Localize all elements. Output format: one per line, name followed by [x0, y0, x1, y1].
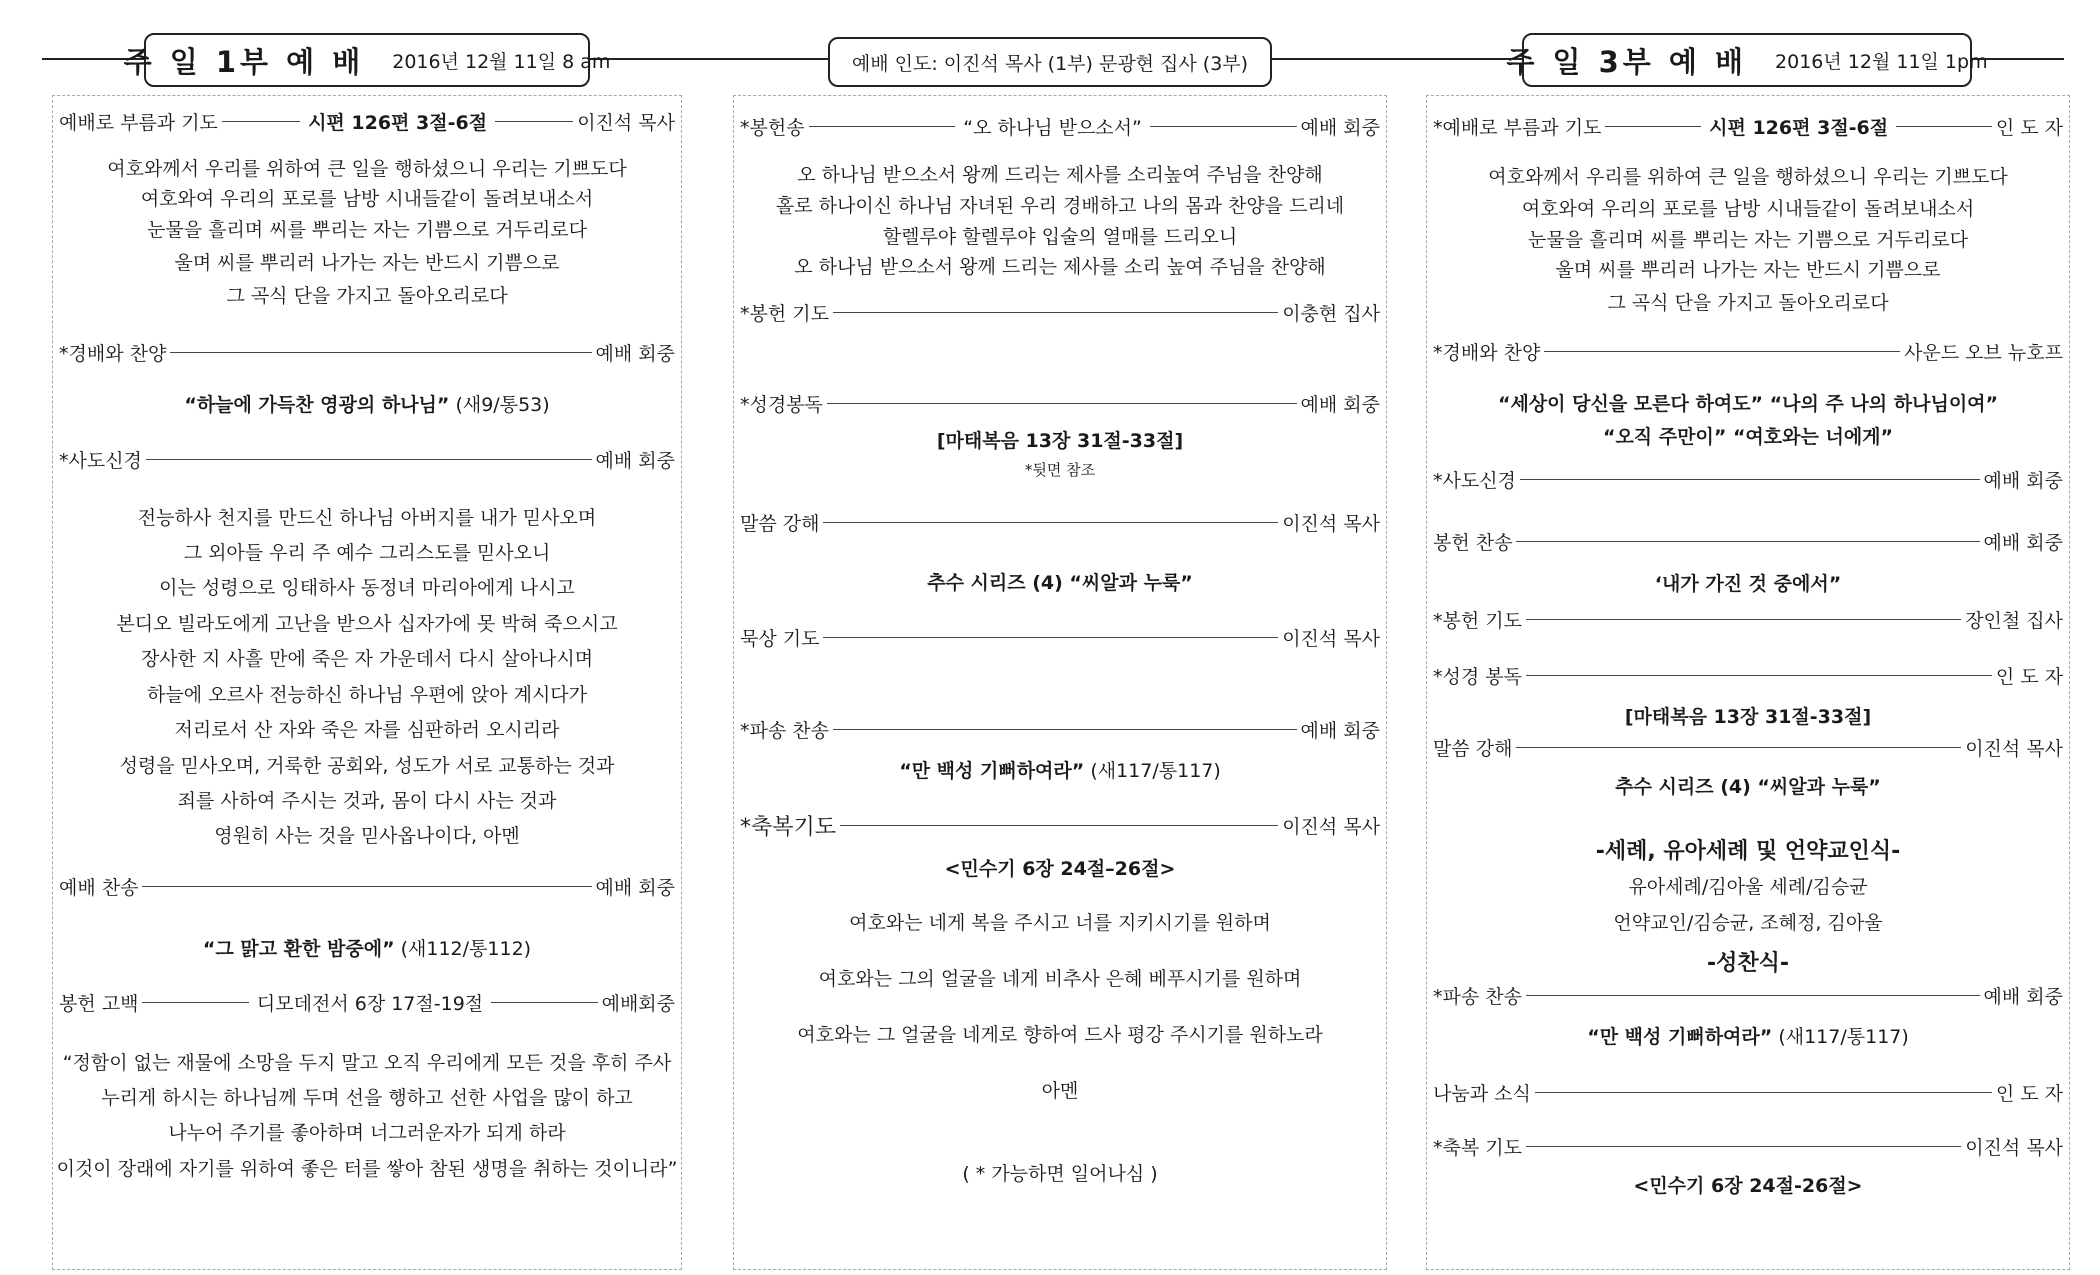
leader-line	[1516, 747, 1961, 748]
scripture-reading-leader: 인 도 자	[1995, 666, 2063, 688]
leader-line	[170, 352, 591, 353]
scripture-reference: [마태복음 13장 31절-33절]	[1624, 706, 1872, 728]
service-3-column	[1426, 95, 2070, 1270]
leader-line	[833, 729, 1297, 730]
offering-lyric-line: 홀로 하나이신 하나님 자녀된 우리 경배하고 나의 몸과 찬양을 드리네	[775, 195, 1345, 217]
sermon-row	[1433, 734, 2063, 761]
leader-line	[1516, 541, 1979, 542]
hymn-song-number: (새112/통112)	[400, 938, 532, 960]
leader-line	[146, 459, 592, 460]
hymn-leader: 예배 회중	[595, 877, 675, 899]
benediction-leader: 이진석 목사	[1965, 1137, 2063, 1159]
praise-row	[59, 339, 675, 366]
scripture-reading-leader: 예배 회중	[1300, 394, 1380, 416]
call-to-worship-leader: 인 도 자	[1995, 117, 2064, 139]
offering-lyric-line: 오 하나님 받으소서 왕께 드리는 제사를 소리높여 주님을 찬양해	[797, 164, 1323, 186]
closing-hymn-title: “만 백성 기뻐하여라”	[1587, 1026, 1773, 1048]
hymn-song	[53, 934, 681, 961]
offering-prayer-leader: 장인철 집사	[1965, 610, 2063, 632]
scripture-reading-label: *성경 봉독	[1433, 666, 1522, 688]
benediction-reference: <민수기 6장 24절-26절>	[1633, 1175, 1863, 1197]
creed-leader: 예배 회중	[595, 450, 675, 472]
leader-line	[809, 126, 956, 127]
psalm-line: 울며 씨를 뿌리러 나가는 자는 반드시 기쁨으로	[1555, 259, 1941, 281]
praise-song-number: (새9/통53)	[455, 394, 550, 416]
offering-song-leader: 예배 회중	[1300, 117, 1381, 139]
scripture-reading-label: *성경봉독	[740, 394, 823, 416]
leader-line	[1526, 675, 1992, 676]
benediction-line: 여호와는 그의 얼굴을 네게 비추사 은혜 베푸시기를 원하며	[818, 968, 1302, 990]
offering-prayer-row	[740, 299, 1380, 326]
offering-lyric-line: 할렐루야 할렐루야 입술의 열매를 드리오니	[882, 226, 1238, 248]
sermon-label: 말씀 강해	[740, 513, 820, 535]
baptism-title: -세례, 유아세례 및 언약교인식-	[1595, 839, 1901, 864]
communion-title: -성찬식-	[1706, 951, 1790, 976]
offering-song-label: 봉헌 찬송	[1433, 532, 1513, 554]
sermon-preacher: 이진석 목사	[1965, 738, 2063, 760]
hymn-label: 예배 찬송	[59, 877, 139, 899]
leader-line	[1526, 995, 1980, 996]
praise-leader: 예배 회중	[595, 343, 675, 365]
benediction-label: *축복 기도	[1433, 1137, 1522, 1159]
scripture-reading-row	[1433, 662, 2063, 689]
praise-label: *경배와 찬양	[1433, 342, 1541, 364]
call-to-worship-label: *예배로 부름과 기도	[1433, 117, 1602, 139]
creed-line: 하늘에 오르사 전능하신 하나님 우편에 앉아 계시다가	[146, 684, 588, 706]
closing-hymn-number: (새117/통117)	[1778, 1026, 1909, 1048]
offering-text-line: 누리게 하시는 하나님께 두며 선을 행하고 선한 사업을 많이 하고	[101, 1087, 633, 1109]
scripture-note: *뒷면 참조	[1024, 461, 1096, 479]
offering-song-title: “오 하나님 받으소서”	[963, 117, 1142, 139]
benediction-line: 여호와는 네게 복을 주시고 너를 지키시기를 원하며	[849, 912, 1271, 934]
service-3-title: 주 일 3부 예 배	[1506, 44, 1748, 79]
praise-songs: “오직 주만이” “여호와는 너에게”	[1602, 426, 1894, 448]
hymn-song-title: “그 맑고 환한 밤중에”	[202, 938, 395, 960]
offering-song-label: *봉헌송	[740, 117, 805, 139]
praise-leader: 사운드 오브 뉴호프	[1904, 342, 2063, 364]
leader-line	[1535, 1092, 1992, 1093]
benediction-label: *축복기도	[740, 815, 837, 840]
header-rule-mid-right	[1268, 58, 1524, 60]
benediction-line: 여호와는 그 얼굴을 네게로 향하여 드사 평강 주시기를 원하노라	[797, 1024, 1323, 1046]
offering-song-title: ‘내가 가진 것 중에서”	[1654, 573, 1842, 595]
benediction-row	[740, 810, 1380, 841]
praise-song-title: “하늘에 가득찬 영광의 하나님”	[184, 394, 450, 416]
stand-note: ( * 가능하면 일어나심 )	[962, 1163, 1158, 1185]
leader-line	[1526, 1146, 1961, 1147]
leader-line	[1544, 351, 1900, 352]
offering-text-line: 이것이 장래에 자기를 위하여 좋은 터를 쌓아 참된 생명을 취하는 것이니라”	[56, 1158, 678, 1180]
creed-line: 저리로서 산 자와 죽은 자를 심판하러 오시리라	[174, 719, 560, 741]
offering-confession-row	[59, 989, 675, 1016]
service-1-column	[52, 95, 682, 1270]
service-continued-column	[733, 95, 1387, 1270]
creed-line: 전능하사 천지를 만드신 하나님 아버지를 내가 믿사오며	[137, 507, 597, 529]
closing-hymn-label: *파송 찬송	[1433, 986, 1522, 1008]
leader-line	[222, 121, 300, 122]
sermon-preacher: 이진석 목사	[1282, 513, 1380, 535]
leader-line	[1896, 126, 1992, 127]
benediction-reference: <민수기 6장 24절–26절>	[944, 858, 1176, 880]
scripture-reading-row	[740, 390, 1380, 417]
closing-hymn-row	[740, 716, 1380, 743]
announcements-leader: 인 도 자	[1995, 1083, 2063, 1105]
closing-hymn-row	[1433, 982, 2063, 1009]
service-3-title-box	[1506, 33, 1988, 87]
sermon-title: 추수 시리즈 (4) “씨알과 누룩”	[1615, 776, 1881, 798]
sermon-title: 추수 시리즈 (4) “씨알과 누룩”	[927, 572, 1193, 594]
benediction-amen: 아멘	[1041, 1080, 1079, 1102]
leader-line	[1520, 479, 1980, 480]
closing-hymn-title: “만 백성 기뻐하여라”	[899, 760, 1085, 782]
hymn-row	[59, 873, 675, 900]
announcements-row	[1433, 1079, 2063, 1106]
psalm-line: 여호와여 우리의 포로를 남방 시내들같이 돌려보내소서	[140, 188, 594, 210]
leader-line	[1526, 619, 1961, 620]
creed-line: 장사한 지 사흘 만에 죽은 자 가운데서 다시 살아나시며	[140, 648, 594, 670]
service-1-title-box	[123, 33, 611, 87]
praise-label: *경배와 찬양	[59, 343, 167, 365]
worship-leader: 예배 인도: 이진석 목사 (1부) 문광현 집사 (3부)	[851, 52, 1249, 75]
offering-song-row	[1433, 528, 2063, 555]
sermon-row	[740, 509, 1380, 536]
offering-confession-scripture: 디모데전서 6장 17절-19절	[256, 993, 484, 1015]
closing-hymn-song	[734, 756, 1386, 783]
closing-hymn-number: (새117/통117)	[1090, 760, 1221, 782]
leader-line	[833, 312, 1278, 313]
call-to-worship-scripture: 시편 126편 3절-6절	[1709, 117, 1889, 139]
leader-line	[495, 121, 573, 122]
call-to-worship-leader: 이진석 목사	[577, 112, 676, 134]
creed-row	[59, 446, 675, 473]
baptism-names: 유아세례/김아울 세례/김승균	[1628, 876, 1868, 898]
creed-row	[1433, 466, 2063, 493]
closing-hymn-leader: 예배 회중	[1983, 986, 2063, 1008]
leader-line	[491, 1002, 597, 1003]
creed-label: *사도신경	[59, 450, 142, 472]
scripture-reference: [마태복음 13장 31절-33절]	[936, 430, 1184, 452]
psalm-line: 여호와께서 우리를 위하여 큰 일을 행하셨으니 우리는 기쁘도다	[107, 158, 627, 180]
benediction-row	[1433, 1133, 2063, 1160]
offering-prayer-label: *봉헌 기도	[1433, 610, 1522, 632]
psalm-line: 그 곡식 단을 가지고 돌아오리로다	[1607, 292, 1889, 314]
offering-text-line: 나누어 주기를 좋아하며 너그러운자가 되게 하라	[168, 1122, 566, 1144]
leader-line	[1150, 126, 1297, 127]
benediction-leader: 이진석 목사	[1282, 816, 1380, 838]
psalm-line: 여호와께서 우리를 위하여 큰 일을 행하셨으니 우리는 기쁘도다	[1488, 166, 2008, 188]
worship-leader-box	[828, 37, 1272, 87]
membership-names: 언약교인/김승균, 조혜정, 김아울	[1613, 912, 1883, 934]
leader-line	[142, 1002, 248, 1003]
praise-songs: “세상이 당신을 모른다 하여도” “나의 주 나의 하나님이여”	[1497, 393, 1999, 415]
psalm-line: 울며 씨를 뿌리러 나가는 자는 반드시 기쁨으로	[174, 252, 560, 274]
call-to-worship-row	[1433, 113, 2063, 140]
silent-prayer-leader: 이진석 목사	[1282, 628, 1380, 650]
sermon-label: 말씀 강해	[1433, 738, 1513, 760]
service-1-date: 2016년 12월 11일 8 am	[392, 50, 611, 73]
silent-prayer-label: 묵상 기도	[740, 628, 820, 650]
psalm-line: 눈물을 흘리며 씨를 뿌리는 자는 기쁨으로 거두리로다	[146, 219, 588, 241]
offering-song-row	[740, 113, 1380, 140]
service-3-date: 2016년 12월 11일 1pm	[1775, 50, 1988, 73]
closing-hymn-song	[1427, 1022, 2069, 1049]
leader-line	[823, 522, 1278, 523]
creed-label: *사도신경	[1433, 470, 1516, 492]
psalm-line: 눈물을 흘리며 씨를 뿌리는 자는 기쁨으로 거두리로다	[1527, 229, 1969, 251]
silent-prayer-row	[740, 624, 1380, 651]
leader-line	[823, 637, 1278, 638]
offering-prayer-leader: 이충현 집사	[1282, 303, 1380, 325]
psalm-line: 그 곡식 단을 가지고 돌아오리로다	[226, 285, 508, 307]
offering-confession-leader: 예배회중	[601, 993, 676, 1015]
praise-song	[53, 390, 681, 417]
leader-line	[840, 825, 1278, 826]
call-to-worship-scripture: 시편 126편 3절-6절	[308, 112, 488, 134]
creed-line: 성령을 믿사오며, 거룩한 공회와, 성도가 서로 교통하는 것과	[119, 755, 615, 777]
header-rule-mid-left	[588, 58, 830, 60]
leader-line	[142, 886, 591, 887]
closing-hymn-leader: 예배 회중	[1300, 720, 1380, 742]
creed-line: 죄를 사하여 주시는 것과, 몸이 다시 사는 것과	[177, 790, 557, 812]
creed-line: 이는 성령으로 잉태하사 동정녀 마리아에게 나시고	[159, 577, 575, 599]
psalm-line: 여호와여 우리의 포로를 남방 시내들같이 돌려보내소서	[1521, 198, 1975, 220]
call-to-worship-label: 예배로 부름과 기도	[59, 112, 218, 134]
offering-text-line: “정함이 없는 재물에 소망을 두지 말고 오직 우리에게 모든 것을 후히 주사	[62, 1052, 672, 1074]
announcements-label: 나눔과 소식	[1433, 1083, 1531, 1105]
offering-lyric-line: 오 하나님 받으소서 왕께 드리는 제사를 소리 높여 주님을 찬양해	[794, 256, 1326, 278]
offering-song-leader: 예배 회중	[1983, 532, 2063, 554]
closing-hymn-label: *파송 찬송	[740, 720, 829, 742]
creed-line: 그 외아들 우리 주 예수 그리스도를 믿사오니	[183, 542, 551, 564]
creed-line: 영원히 사는 것을 믿사옵나이다, 아멘	[214, 825, 520, 847]
creed-line: 본디오 빌라도에게 고난을 받으사 십자가에 못 박혀 죽으시고	[116, 613, 618, 635]
offering-confession-label: 봉헌 고백	[59, 993, 139, 1015]
service-1-title: 주 일 1부 예 배	[123, 44, 365, 79]
leader-line	[827, 403, 1297, 404]
offering-prayer-row	[1433, 606, 2063, 633]
call-to-worship-row	[59, 108, 675, 135]
offering-prayer-label: *봉헌 기도	[740, 303, 829, 325]
praise-row	[1433, 338, 2063, 365]
leader-line	[1605, 126, 1701, 127]
creed-leader: 예배 회중	[1983, 470, 2063, 492]
